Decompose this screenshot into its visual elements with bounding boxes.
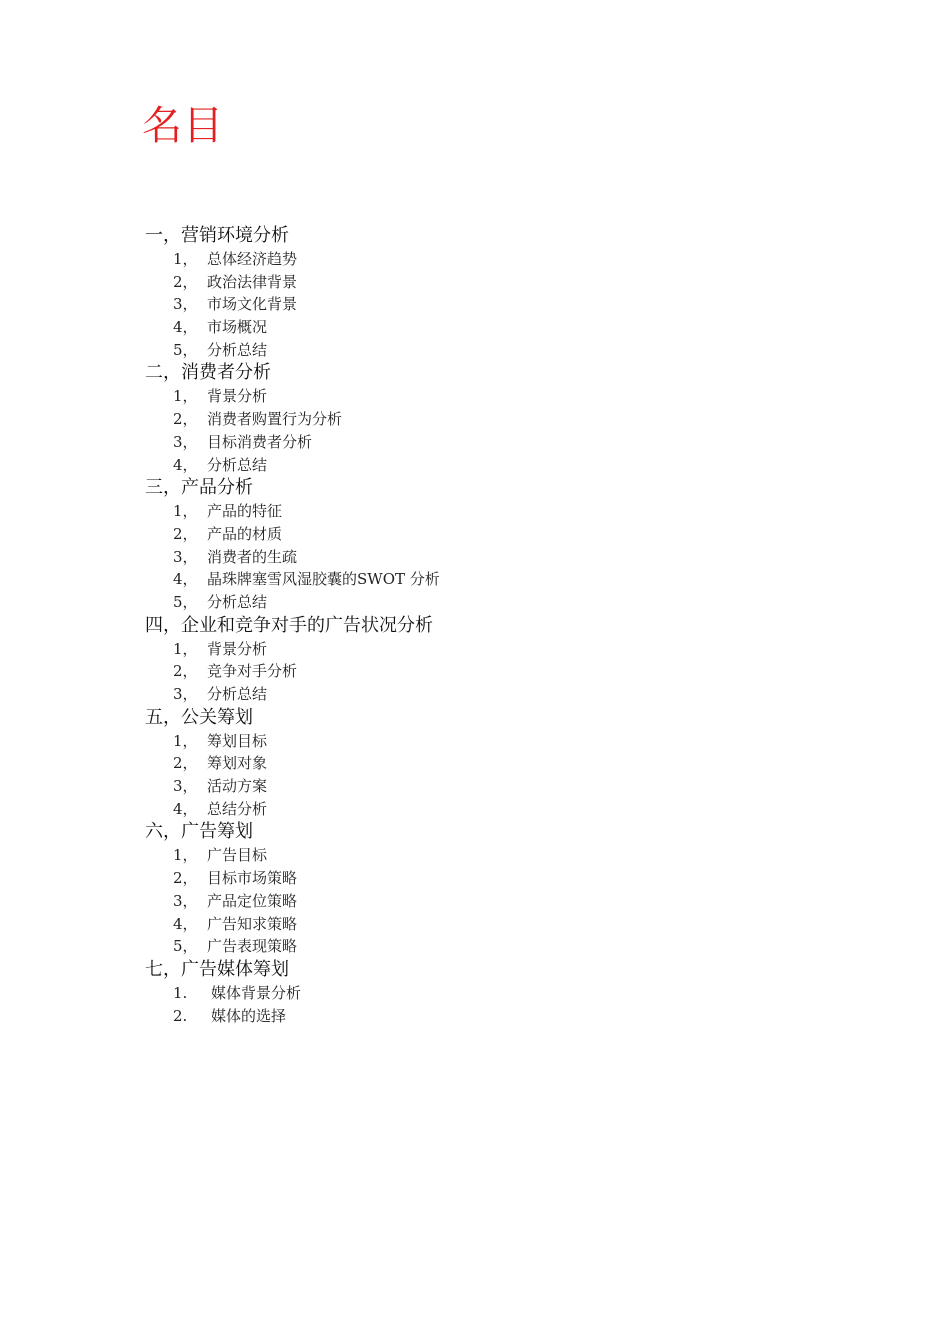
item-number: 2， [173,524,198,543]
toc-item [145,935,845,958]
item-number: 2. [173,1006,188,1025]
toc-item [145,638,845,661]
section-heading: 七，广告媒体筹划 [145,958,289,980]
item-text: 筹划对象 [207,754,268,773]
item-text: 分析总结 [207,455,268,474]
toc-section-2 [145,361,845,476]
item-text: 消费者购置行为分析 [207,410,343,429]
toc-item [145,660,845,683]
item-text: 背景分析 [207,387,268,406]
section-items [145,248,845,361]
item-number: 1， [173,387,198,406]
item-text: 媒体的选择 [211,1006,287,1025]
toc-item [145,798,845,821]
toc-section-7 [145,958,845,1027]
section-items [145,844,845,957]
toc-item [145,248,845,271]
item-text: 媒体背景分析 [211,983,302,1002]
toc-item [145,867,845,890]
toc-item [145,385,845,408]
toc-item [145,568,845,591]
item-number: 1， [173,502,198,521]
toc-item [145,523,845,546]
item-number: 5， [173,340,198,359]
item-number: 5， [173,937,198,956]
item-text: 广告表现策略 [207,937,298,956]
item-number: 3， [173,432,198,451]
item-text: 目标消费者分析 [207,432,313,451]
toc-item [145,730,845,753]
toc-section-1 [145,224,845,361]
toc-item [145,454,845,477]
toc-item [145,913,845,936]
item-text: 分析总结 [207,340,268,359]
toc-item [145,408,845,431]
item-number: 4， [173,570,198,589]
toc-item [145,431,845,454]
section-items [145,638,845,706]
item-number: 2， [173,869,198,888]
page-title: 名目 [142,103,224,149]
item-number: 1， [173,639,198,658]
section-items [145,730,845,821]
toc-item [145,982,845,1005]
item-number: 3， [173,891,198,910]
toc-section-3 [145,476,845,613]
item-number: 4， [173,455,198,474]
section-heading: 二，消费者分析 [145,362,271,384]
item-text: 产品定位策略 [207,891,298,910]
toc-item [145,844,845,867]
item-number: 3， [173,547,198,566]
toc-item [145,775,845,798]
item-number: 4， [173,914,198,933]
toc-section-5 [145,706,845,821]
toc-item [145,752,845,775]
item-number: 1， [173,846,198,865]
item-text: 市场概况 [207,318,268,337]
item-text: 产品的特征 [207,502,283,521]
item-text: 总体经济趋势 [207,250,298,268]
toc-item [145,546,845,569]
item-text: 目标市场策略 [207,869,298,888]
item-number: 1. [173,983,188,1002]
section-heading: 五，公关筹划 [145,706,253,728]
section-items [145,500,845,613]
item-text: 广告目标 [207,846,268,865]
toc-item [145,316,845,339]
item-number: 1， [173,250,198,268]
item-text: 背景分析 [207,639,268,658]
toc-item [145,683,845,706]
toc-item [145,1005,845,1028]
item-text: 分析总结 [207,685,268,703]
item-text: 产品的材质 [207,524,283,543]
item-number: 5， [173,592,198,611]
toc-item [145,293,845,316]
item-text: 筹划目标 [207,731,268,750]
toc-item [145,500,845,523]
item-number: 3， [173,777,198,796]
section-heading: 六，广告筹划 [145,821,253,843]
item-text: 消费者的生疏 [207,547,298,566]
item-text: 分析总结 [207,592,268,611]
item-number: 1， [173,731,198,750]
item-text: 晶珠牌塞雪风湿胶囊的SWOT 分析 [207,570,440,589]
item-number: 4， [173,799,198,818]
item-text: 活动方案 [207,777,268,796]
toc-item [145,339,845,362]
item-number: 3， [173,295,198,314]
toc-item [145,591,845,614]
item-number: 2， [173,662,198,681]
section-heading: 三，产品分析 [145,477,253,499]
item-number: 4， [173,318,198,337]
toc-section-6 [145,820,845,957]
table-of-contents [145,224,845,1027]
item-text: 广告知求策略 [207,914,298,933]
item-number: 2， [173,272,198,291]
item-text: 市场文化背景 [207,295,298,314]
section-heading: 四，企业和竞争对手的广告状况分析 [145,614,433,636]
section-items [145,385,845,476]
item-text: 竞争对手分析 [207,662,298,681]
toc-section-4 [145,614,845,706]
section-heading: 一，营销环境分析 [145,225,289,246]
section-items [145,982,845,1027]
item-number: 2， [173,754,198,773]
toc-item [145,271,845,294]
toc-item [145,890,845,913]
item-text: 政治法律背景 [207,272,298,291]
item-number: 2， [173,410,198,429]
item-text: 总结分析 [207,799,268,818]
item-number: 3， [173,685,198,703]
